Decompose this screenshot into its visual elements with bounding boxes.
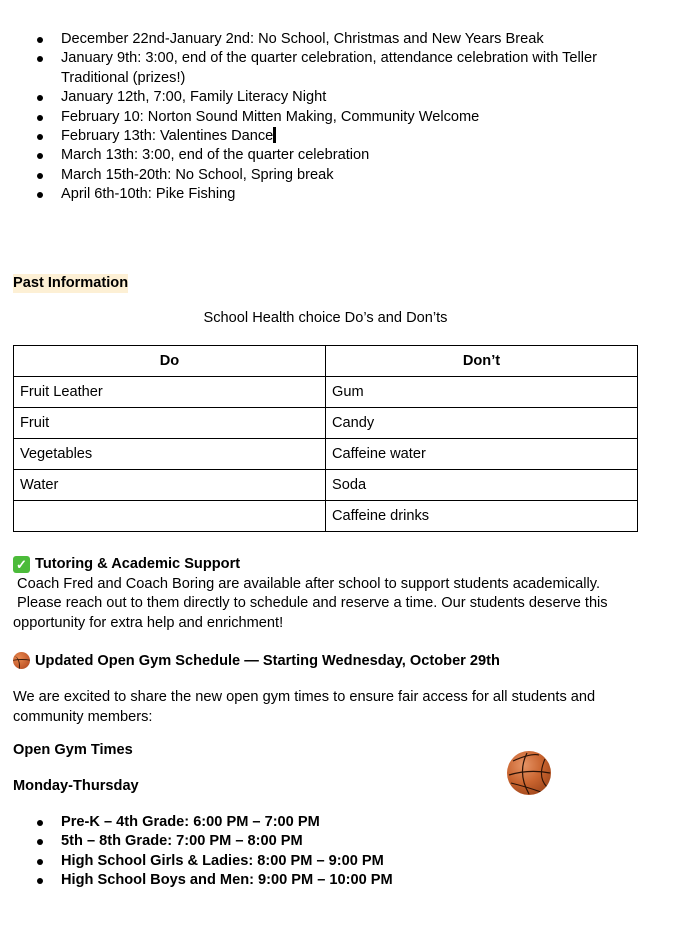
list-item[interactable]: 5th – 8th Grade: 7:00 PM – 8:00 PM — [13, 832, 393, 851]
list-item[interactable]: March 15th-20th: No School, Spring break — [13, 166, 643, 185]
events-list — [13, 30, 643, 205]
table-cell[interactable]: Caffeine water — [326, 439, 638, 470]
list-item[interactable]: December 22nd-January 2nd: No School, Christmas and New Years Break — [13, 30, 643, 49]
past-information-heading: Past Information — [13, 275, 129, 291]
text-cursor — [273, 127, 276, 143]
table-cell[interactable]: Fruit Leather — [14, 377, 326, 408]
table-row — [14, 439, 638, 470]
bullet-icon — [37, 56, 43, 62]
table-row — [14, 501, 638, 532]
table-cell[interactable]: Vegetables — [14, 439, 326, 470]
open-gym-times-label: Open Gym Times — [13, 742, 133, 758]
bullet-icon — [37, 820, 43, 826]
list-item[interactable]: February 13th: Valentines Dance — [13, 127, 643, 146]
bullet-icon — [37, 37, 43, 43]
table-cell[interactable]: Candy — [326, 408, 638, 439]
table-row — [14, 408, 638, 439]
list-item[interactable]: April 6th-10th: Pike Fishing — [13, 185, 643, 204]
health-choices-table — [13, 345, 638, 532]
list-item[interactable]: January 12th, 7:00, Family Literacy Night — [13, 88, 643, 107]
gym-schedule-list — [13, 813, 393, 891]
list-item[interactable]: January 9th: 3:00, end of the quarter celebration, attendance celebration with Teller Traditional (prizes!) — [13, 49, 643, 88]
days-label: Monday-Thursday — [13, 778, 139, 794]
open-gym-heading: Updated Open Gym Schedule — Starting Wednesday, October 29th — [13, 652, 500, 669]
list-item[interactable]: High School Boys and Men: 9:00 PM – 10:00 PM — [13, 871, 393, 890]
bullet-icon — [37, 859, 43, 865]
tutoring-text-line: Coach Fred and Coach Boring are available after school to support students academically. — [13, 575, 601, 592]
table-cell[interactable]: Water — [14, 470, 326, 501]
table-row — [14, 377, 638, 408]
table-header-row — [14, 346, 638, 377]
table-cell[interactable]: Fruit — [14, 408, 326, 439]
bullet-icon — [37, 134, 43, 140]
column-header-do[interactable]: Do — [14, 346, 326, 377]
bullet-icon — [37, 192, 43, 198]
tutoring-text-line: opportunity for extra help and enrichment! — [13, 614, 284, 631]
table-cell[interactable]: Caffeine drinks — [326, 501, 638, 532]
table-cell[interactable] — [14, 501, 326, 532]
column-header-dont[interactable]: Don’t — [326, 346, 638, 377]
list-item[interactable]: Pre-K – 4th Grade: 6:00 PM – 7:00 PM — [13, 813, 393, 832]
bullet-icon — [37, 95, 43, 101]
bullet-icon — [37, 878, 43, 884]
tutoring-text-line: Please reach out to them directly to schedule and reserve a time. Our students deserve this — [13, 595, 608, 611]
tutoring-heading: ✓ Tutoring & Academic Support — [13, 555, 643, 575]
list-item[interactable]: February 10: Norton Sound Mitten Making, Community Welcome — [13, 108, 643, 127]
open-gym-intro: We are excited to share the new open gym times to ensure fair access for all students and community members: — [13, 689, 596, 725]
list-item[interactable]: March 13th: 3:00, end of the quarter celebration — [13, 146, 643, 165]
bullet-icon — [37, 839, 43, 845]
table-cell[interactable]: Gum — [326, 377, 638, 408]
tutoring-section — [13, 555, 643, 633]
table-cell[interactable]: Soda — [326, 470, 638, 501]
bullet-icon — [37, 115, 43, 121]
basketball-image-icon[interactable] — [507, 751, 551, 795]
check-mark-button-icon: ✓ — [13, 556, 30, 573]
bullet-icon — [37, 153, 43, 159]
list-item[interactable]: High School Girls & Ladies: 8:00 PM – 9:00 PM — [13, 852, 393, 871]
basketball-icon — [13, 652, 30, 669]
bullet-icon — [37, 173, 43, 179]
table-caption: School Health choice Do’s and Don’ts — [203, 310, 448, 326]
table-row — [14, 470, 638, 501]
